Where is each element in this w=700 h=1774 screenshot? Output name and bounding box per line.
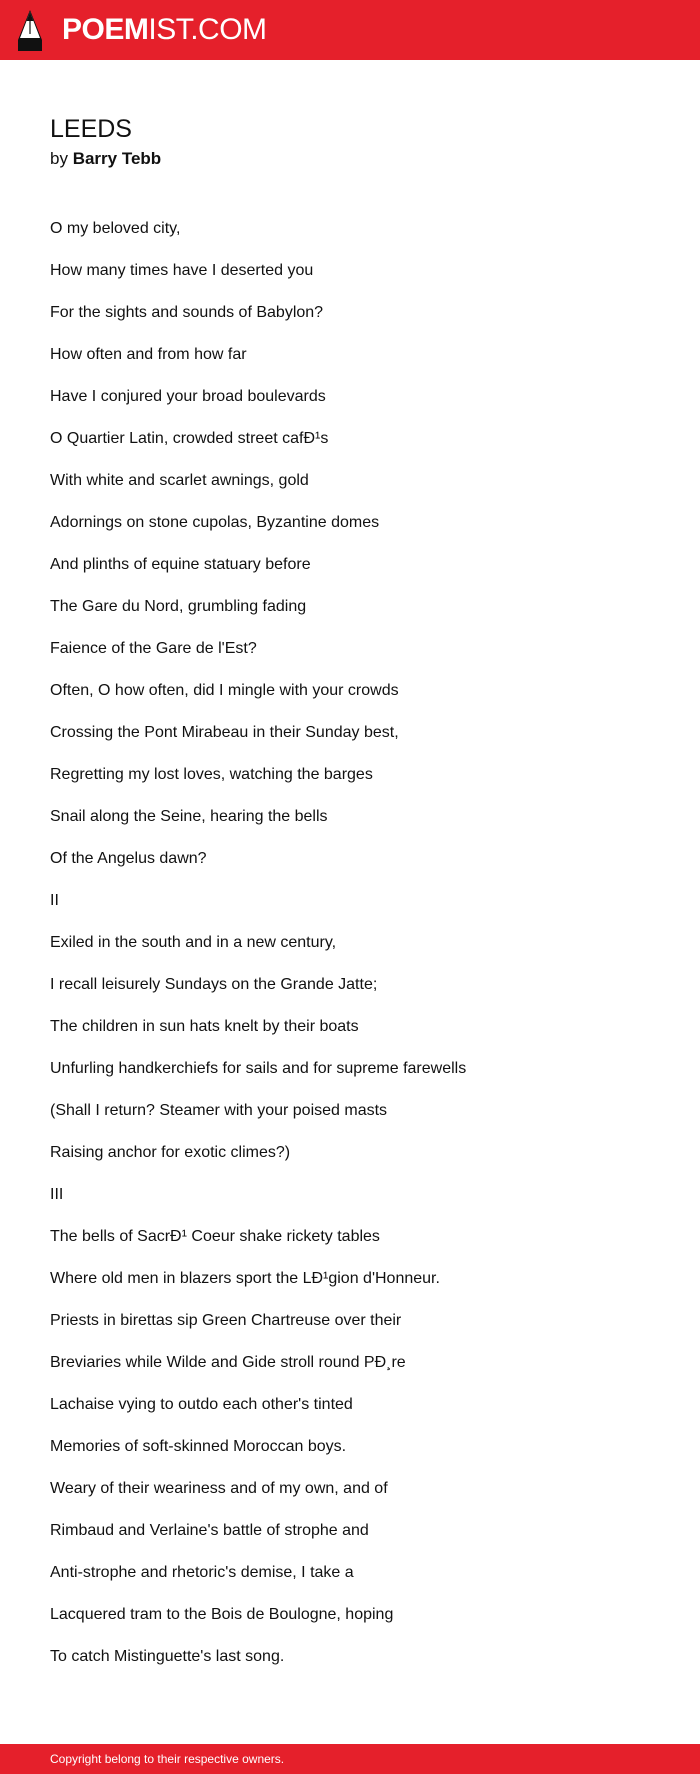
poem-line: Unfurling handkerchiefs for sails and for supreme farewells <box>50 1060 467 1077</box>
logo-bold-text: POEM <box>62 13 149 46</box>
poem-line: Of the Angelus dawn? <box>50 850 207 867</box>
poem-line: Adornings on stone cupolas, Byzantine domes <box>50 514 380 531</box>
poem-line: The Gare du Nord, grumbling fading <box>50 598 307 615</box>
poem-line: I recall leisurely Sundays on the Grande Jatte; <box>50 976 378 993</box>
poem-title: LEEDS <box>50 115 132 143</box>
poem-line: Often, O how often, did I mingle with your crowds <box>50 682 399 699</box>
by-label: by <box>50 149 68 168</box>
poem-line: For the sights and sounds of Babylon? <box>50 304 324 321</box>
poem-line: Rimbaud and Verlaine's battle of strophe and <box>50 1522 369 1539</box>
poem-body <box>50 216 650 1686</box>
poem-line: How many times have I deserted you <box>50 262 314 279</box>
poem-line: III <box>50 1186 64 1203</box>
byline <box>50 147 161 171</box>
poem-line: With white and scarlet awnings, gold <box>50 472 309 489</box>
poem-line: Lachaise vying to outdo each other's tinted <box>50 1396 353 1413</box>
poem-line: Crossing the Pont Mirabeau in their Sunday best, <box>50 724 399 741</box>
poem-line: Weary of their weariness and of my own, and of <box>50 1480 388 1497</box>
poem-line: Priests in birettas sip Green Chartreuse over their <box>50 1312 402 1329</box>
poem-line: Exiled in the south and in a new century, <box>50 934 337 951</box>
poem-line: To catch Mistinguette's last song. <box>50 1648 285 1665</box>
poem-line: Faience of the Gare de l'Est? <box>50 640 257 657</box>
poem-line: Memories of soft-skinned Moroccan boys. <box>50 1438 347 1455</box>
site-header <box>0 0 700 60</box>
poem-line: Regretting my lost loves, watching the barges <box>50 766 373 783</box>
poem-line: The bells of SacrÐ¹ Coeur shake rickety tables <box>50 1228 380 1245</box>
copyright-text: Copyright belong to their respective owners. <box>50 1752 285 1766</box>
poem-line: Breviaries while Wilde and Gide stroll round PÐ¸re <box>50 1354 406 1371</box>
poem-line: (Shall I return? Steamer with your poised masts <box>50 1102 388 1119</box>
poem-line: How often and from how far <box>50 346 247 363</box>
poem-line: Raising anchor for exotic climes?) <box>50 1144 291 1161</box>
author-name[interactable]: Barry Tebb <box>72 149 162 168</box>
poem-line: Anti-strophe and rhetoric's demise, I take a <box>50 1564 354 1581</box>
poem-line: The children in sun hats knelt by their boats <box>50 1018 359 1035</box>
poem-line: Lacquered tram to the Bois de Boulogne, hoping <box>50 1606 394 1623</box>
poem-line: O Quartier Latin, crowded street cafÐ¹s <box>50 430 329 447</box>
logo-light-text: IST.COM <box>148 13 267 46</box>
poem-line: II <box>50 892 59 909</box>
poem-line: And plinths of equine statuary before <box>50 556 311 573</box>
site-footer <box>0 1744 700 1774</box>
poem-line: O my beloved city, <box>50 220 181 237</box>
pen-nib-icon[interactable] <box>18 10 42 51</box>
site-logo[interactable] <box>62 10 267 50</box>
poem-line: Snail along the Seine, hearing the bells <box>50 808 328 825</box>
poem-line: Have I conjured your broad boulevards <box>50 388 326 405</box>
poem-line: Where old men in blazers sport the LÐ¹gion d'Honneur. <box>50 1270 440 1287</box>
